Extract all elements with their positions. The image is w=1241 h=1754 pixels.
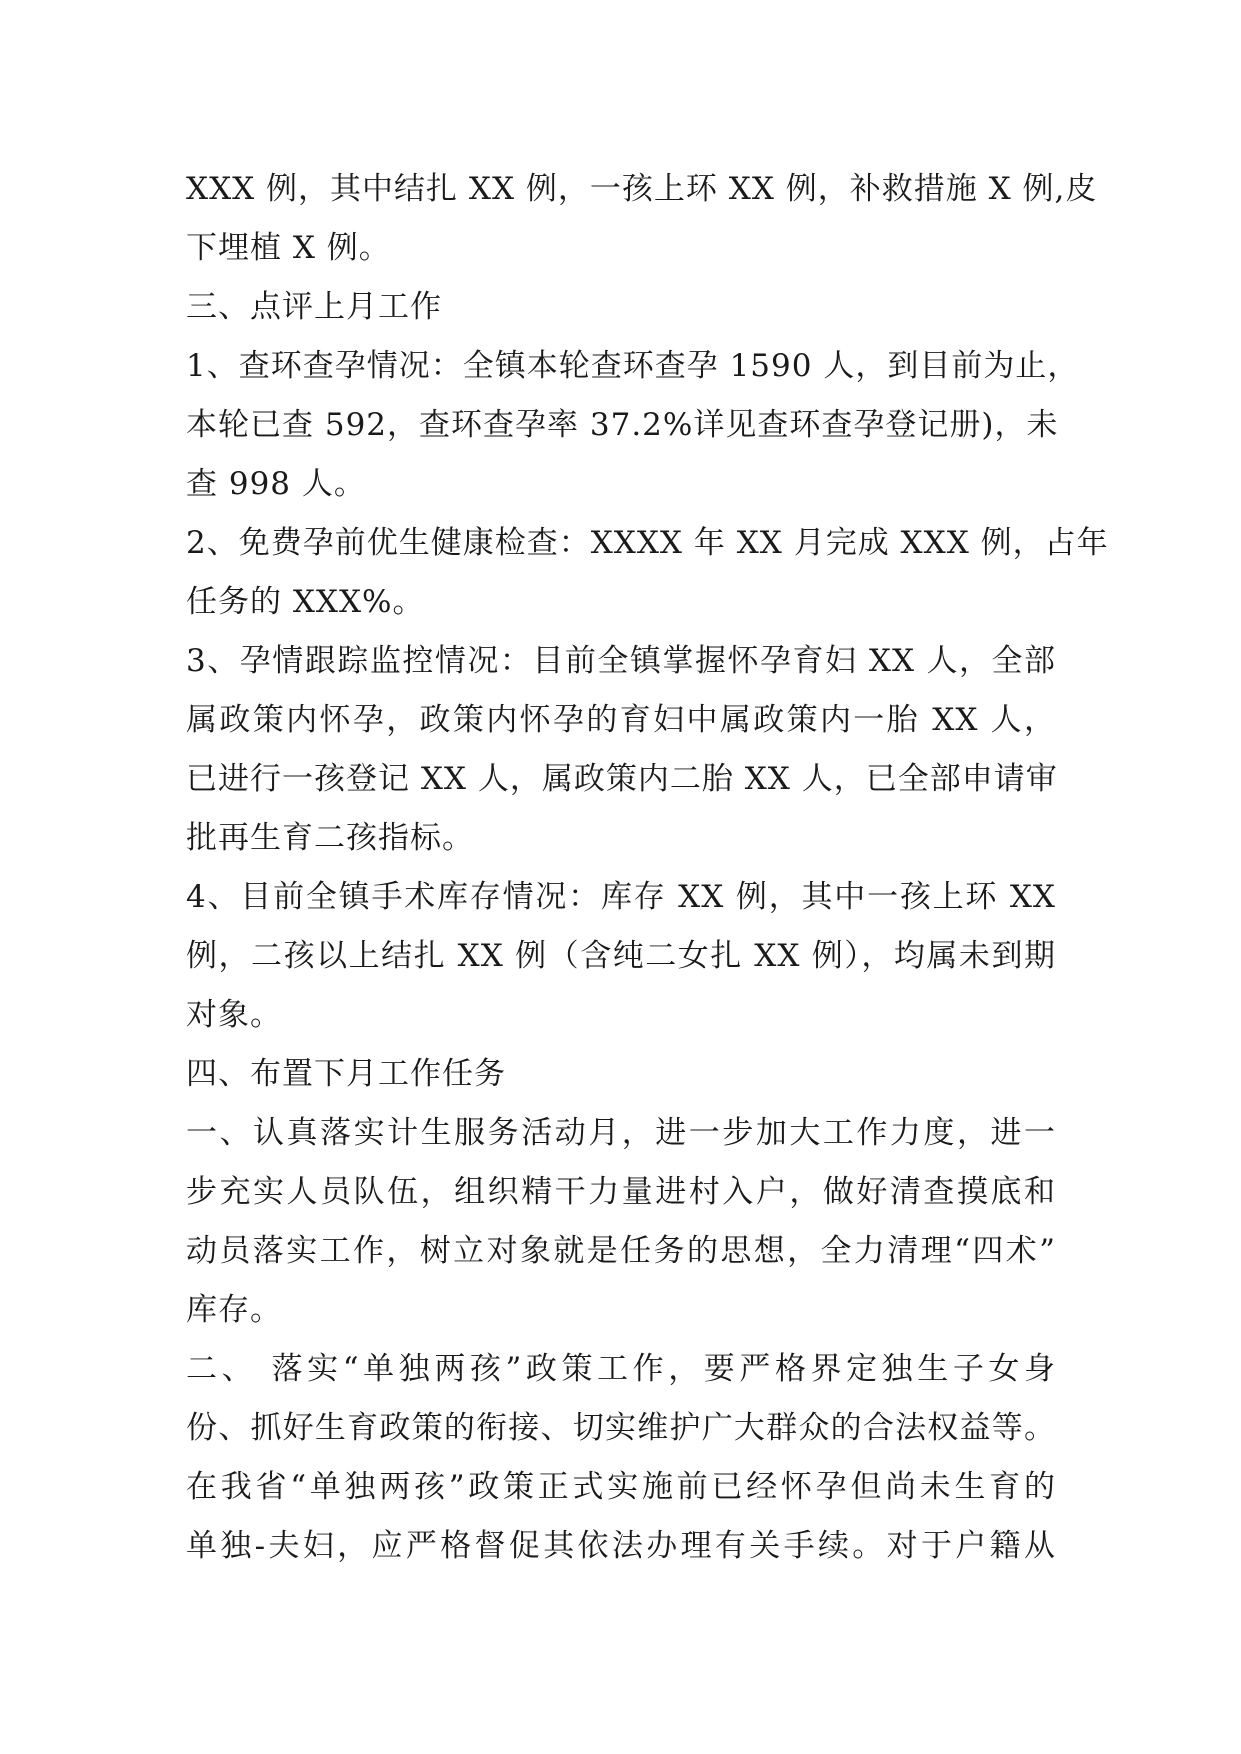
text-line-17: 一、认真落实计生服务活动月，进一步加大工作力度，进一 xyxy=(186,1115,1056,1151)
text-line-19: 动员落实工作，树立对象就是任务的思想，全力清理“四术” xyxy=(186,1233,1056,1269)
text-line-18: 步充实人员队伍，组织精干力量进村入户，做好清查摸底和 xyxy=(186,1174,1056,1210)
text-line-10: 属政策内怀孕，政策内怀孕的育妇中属政策内一胎 XX 人， xyxy=(186,702,1056,738)
text-line-15: 对象。 xyxy=(186,997,282,1033)
text-line-5: 本轮已查 592，查环查孕率 37.2%详见查环查孕登记册)，未 xyxy=(186,407,1059,443)
section-heading-3: 三、点评上月工作 xyxy=(186,289,442,325)
text-line-13: 4、目前全镇手术库存情况：库存 XX 例，其中一孩上环 XX xyxy=(186,879,1056,915)
text-line-1: XXX 例，其中结扎 XX 例，一孩上环 XX 例，补救措施 X 例,皮 xyxy=(186,171,1098,207)
document-body xyxy=(186,160,1109,1576)
text-line-8: 任务的 XXX%。 xyxy=(186,584,425,620)
text-line-12: 批再生育二孩指标。 xyxy=(186,820,474,856)
text-line-11: 已进行一孩登记 XX 人，属政策内二胎 XX 人，已全部申请审 xyxy=(186,761,1058,797)
text-line-9: 3、孕情跟踪监控情况：目前全镇掌握怀孕育妇 XX 人，全部 xyxy=(186,643,1056,679)
text-line-7: 2、免费孕前优生健康检查：XXXX 年 XX 月完成 XXX 例，占年 xyxy=(186,525,1109,561)
section-heading-16: 四、布置下月工作任务 xyxy=(186,1056,506,1092)
text-line-22: 份、抓好生育政策的衔接、切实维护广大群众的合法权益等。 xyxy=(186,1410,1056,1446)
text-line-23: 在我省“单独两孩”政策正式实施前已经怀孕但尚未生育的 xyxy=(186,1469,1056,1505)
text-line-20: 库存。 xyxy=(186,1292,282,1328)
text-line-6: 查 998 人。 xyxy=(186,466,366,502)
text-line-2: 下埋植 X 例。 xyxy=(186,230,391,266)
text-line-21: 二、 落实“单独两孩”政策工作，要严格界定独生子女身 xyxy=(186,1351,1056,1387)
text-line-4: 1、查环查孕情况：全镇本轮查环查孕 1590 人，到目前为止， xyxy=(186,348,1080,384)
text-line-24: 单独-夫妇，应严格督促其依法办理有关手续。对于户籍从 xyxy=(186,1528,1056,1564)
text-line-14: 例，二孩以上结扎 XX 例（含纯二女扎 XX 例），均属未到期 xyxy=(186,938,1056,974)
